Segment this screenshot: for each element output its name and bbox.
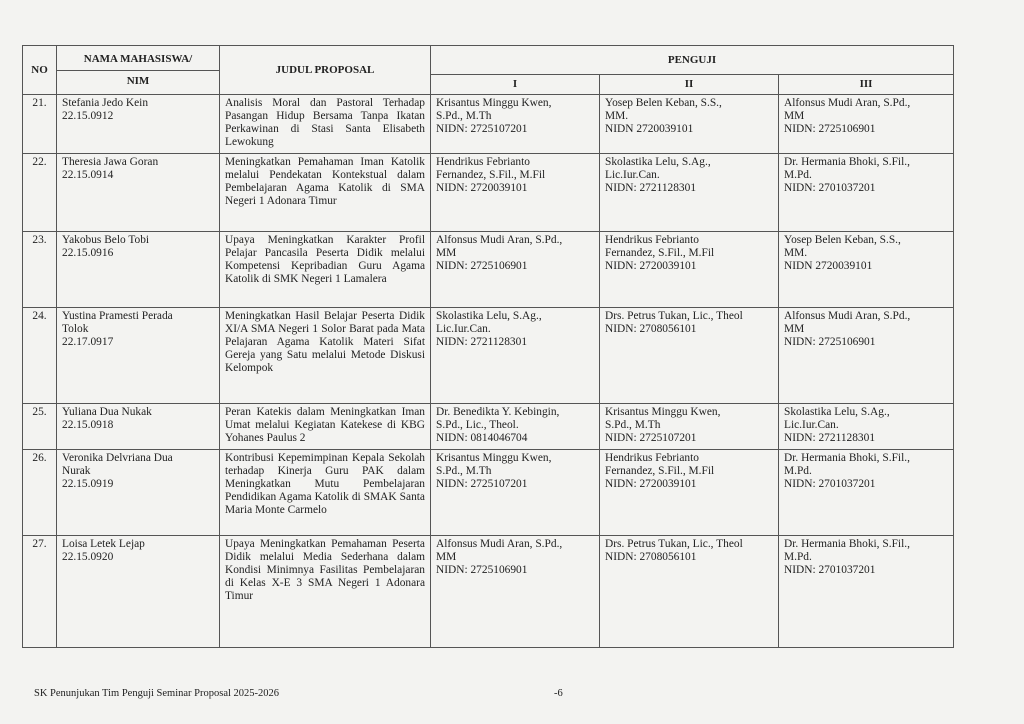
header-nama-line1: NAMA MAHASISWA/ — [83, 52, 193, 65]
table-row — [23, 308, 954, 404]
proposal-title — [220, 404, 431, 450]
examiner-line: NIDN 2720039101 — [784, 260, 873, 272]
table-row — [23, 536, 954, 648]
table-row — [23, 95, 954, 154]
student-cell — [57, 95, 220, 154]
student-name-line: 22.15.0918 — [62, 419, 114, 431]
student-cell — [57, 308, 220, 404]
examiner-1-cell — [431, 95, 600, 154]
examiner-line: Lic.Iur.Can. — [784, 419, 839, 431]
examiner-3-cell — [779, 308, 954, 404]
student-name-line: Veronika Delvriana Dua — [62, 452, 173, 464]
proposal-title — [220, 154, 431, 232]
examiner-line: NIDN: 2725107201 — [605, 432, 697, 444]
proposal-title-text: Kontribusi Kepemimpinan Kepala Sekolah terhadap Kinerja Guru PAK dalam Meningkatkan Mutu Pembelajaran Pendidikan Agama Katolik di SMAK Santa Maria Monte Carmelo — [225, 452, 425, 516]
examiner-line: NIDN: 2725106901 — [784, 336, 876, 348]
proposal-title — [220, 450, 431, 536]
examiner-line: NIDN: 2708056101 — [605, 551, 697, 563]
student-cell — [57, 404, 220, 450]
examiner-line: NIDN: 2725106901 — [436, 260, 528, 272]
examiner-line: M.Pd. — [784, 169, 812, 181]
examiner-line: Yosep Belen Keban, S.S., — [605, 97, 722, 109]
examiner-2-cell — [600, 95, 779, 154]
examiner-line: NIDN: 2701037201 — [784, 478, 876, 490]
examiner-line: S.Pd., M.Th — [605, 419, 661, 431]
examiner-line: Skolastika Lelu, S.Ag., — [605, 156, 711, 168]
examiner-3-cell — [779, 154, 954, 232]
proposal-title — [220, 308, 431, 404]
examiner-line: Fernandez, S.Fil., M.Fil — [436, 169, 546, 181]
examiner-line: Hendrikus Febrianto — [436, 156, 530, 168]
student-cell — [57, 232, 220, 308]
examiner-line: Alfonsus Mudi Aran, S.Pd., — [784, 97, 911, 109]
table-row — [23, 154, 954, 232]
examiner-line: NIDN: 2721128301 — [436, 336, 528, 348]
examiner-1-cell — [431, 450, 600, 536]
examiner-line: Skolastika Lelu, S.Ag., — [436, 310, 542, 322]
student-name-line: Yustina Pramesti Perada — [62, 310, 173, 322]
examiner-line: S.Pd., Lic., Theol. — [436, 419, 519, 431]
proposal-title-text: Upaya Meningkatkan Karakter Profil Pelajar Pancasila Peserta Didik melalui Kompetensi Kepribadian Guru Agama Katolik di SMK Negeri 1 Lamalera — [225, 234, 425, 285]
student-name-line: Yakobus Belo Tobi — [62, 234, 150, 246]
examiner-line: NIDN: 2720039101 — [605, 478, 697, 490]
examiner-line: M.Pd. — [784, 465, 812, 477]
student-name-line: 22.15.0920 — [62, 551, 114, 563]
examiner-line: Hendrikus Febrianto — [605, 452, 699, 464]
examiner-line: NIDN: 2720039101 — [605, 260, 697, 272]
proposal-title-text: Analisis Moral dan Pastoral Terhadap Pasangan Hidup Bersama Tanpa Ikatan Perkawinan di Stasi Santa Elisabeth Lewokung — [225, 97, 425, 148]
student-name-line: Nurak — [62, 465, 91, 477]
examiner-line: NIDN: 2701037201 — [784, 564, 876, 576]
student-name-line: 22.15.0919 — [62, 478, 114, 490]
table-row — [23, 404, 954, 450]
examiner-1-cell — [431, 154, 600, 232]
examiner-line: Fernandez, S.Fil., M.Fil — [605, 247, 715, 259]
examiner-2-cell — [600, 450, 779, 536]
examiner-3-cell — [779, 536, 954, 648]
examiner-line: MM — [784, 323, 805, 335]
proposal-title-text: Meningkatkan Pemahaman Iman Katolik melalui Pendekatan Kontekstual dalam Pembelajaran Agama Katolik di SMA Negeri 1 Adonara Timur — [225, 156, 425, 207]
examiner-line: Alfonsus Mudi Aran, S.Pd., — [784, 310, 911, 322]
examiner-line: NIDN: 2725106901 — [436, 564, 528, 576]
header-penguji-3: III — [779, 75, 954, 95]
examiner-1-cell — [431, 232, 600, 308]
examiner-line: Krisantus Minggu Kwen, — [605, 406, 721, 418]
row-number: 25. — [23, 404, 57, 450]
student-name-line: Loisa Letek Lejap — [62, 538, 145, 550]
student-cell — [57, 450, 220, 536]
examiner-line: Hendrikus Febrianto — [605, 234, 699, 246]
student-name-line: 22.15.0912 — [62, 110, 114, 122]
student-cell — [57, 154, 220, 232]
examiner-2-cell — [600, 536, 779, 648]
row-number: 27. — [23, 536, 57, 648]
header-nama — [57, 46, 220, 95]
examiner-line: S.Pd., M.Th — [436, 465, 492, 477]
examiner-3-cell — [779, 404, 954, 450]
examiner-line: Alfonsus Mudi Aran, S.Pd., — [436, 234, 563, 246]
examiner-line: Lic.Iur.Can. — [605, 169, 660, 181]
proposal-title-text: Meningkatkan Hasil Belajar Peserta Didik XI/A SMA Negeri 1 Solor Barat pada Mata Pelajaran Agama Katolik Materi Sifat Gereja yang Satu melalui Metode Diskusi Kelompok — [225, 310, 425, 374]
examiner-line: Alfonsus Mudi Aran, S.Pd., — [436, 538, 563, 550]
header-penguji-1: I — [431, 75, 600, 95]
examiner-3-cell — [779, 450, 954, 536]
proposal-title — [220, 95, 431, 154]
header-penguji: PENGUJI — [431, 46, 954, 75]
table-row — [23, 232, 954, 308]
student-name-line: Yuliana Dua Nukak — [62, 406, 152, 418]
proposal-title — [220, 536, 431, 648]
student-name-line: Tolok — [62, 323, 89, 335]
examiner-table — [22, 45, 954, 648]
examiner-line: NIDN: 2708056101 — [605, 323, 697, 335]
proposal-title — [220, 232, 431, 308]
row-number: 22. — [23, 154, 57, 232]
examiner-line: NIDN: 2725106901 — [784, 123, 876, 135]
examiner-1-cell — [431, 404, 600, 450]
examiner-line: NIDN: 2720039101 — [436, 182, 528, 194]
examiner-line: Dr. Hermania Bhoki, S.Fil., — [784, 452, 910, 464]
examiner-line: MM. — [784, 247, 808, 259]
examiner-line: NIDN: 2721128301 — [784, 432, 876, 444]
examiner-3-cell — [779, 95, 954, 154]
examiner-line: S.Pd., M.Th — [436, 110, 492, 122]
row-number: 21. — [23, 95, 57, 154]
examiner-line: NIDN 2720039101 — [605, 123, 694, 135]
examiner-line: NIDN: 0814046704 — [436, 432, 528, 444]
examiner-line: Dr. Hermania Bhoki, S.Fil., — [784, 156, 910, 168]
student-name-line: Stefania Jedo Kein — [62, 97, 149, 109]
examiner-line: Dr. Benedikta Y. Kebingin, — [436, 406, 560, 418]
row-number: 26. — [23, 450, 57, 536]
examiner-line: Fernandez, S.Fil., M.Fil — [605, 465, 715, 477]
student-name-line: Theresia Jawa Goran — [62, 156, 159, 168]
examiner-line: MM — [436, 247, 457, 259]
examiner-line: NIDN: 2725107201 — [436, 478, 528, 490]
examiner-line: NIDN: 2725107201 — [436, 123, 528, 135]
table-body — [23, 95, 954, 648]
examiner-line: MM — [436, 551, 457, 563]
table-row — [23, 450, 954, 536]
proposal-title-text: Upaya Meningkatkan Pemahaman Peserta Didik melalui Media Sederhana dalam Kondisi Minimnya Fasilitas Pembelajaran di Kelas X-E 3 SMA Negeri 1 Adonara Timur — [225, 538, 425, 602]
examiner-line: Dr. Hermania Bhoki, S.Fil., — [784, 538, 910, 550]
examiner-line: M.Pd. — [784, 551, 812, 563]
examiner-line: MM. — [605, 110, 629, 122]
examiner-1-cell — [431, 308, 600, 404]
student-cell — [57, 536, 220, 648]
examiner-2-cell — [600, 154, 779, 232]
header-no: NO — [23, 46, 57, 95]
examiner-3-cell — [779, 232, 954, 308]
examiner-2-cell — [600, 404, 779, 450]
footer-title: SK Penunjukan Tim Penguji Seminar Proposal 2025-2026 — [34, 688, 280, 699]
student-name-line: 22.17.0917 — [62, 336, 114, 348]
page-number: -6 — [554, 688, 563, 699]
examiner-line: NIDN: 2721128301 — [605, 182, 697, 194]
examiner-2-cell — [600, 232, 779, 308]
examiner-line: MM — [784, 110, 805, 122]
header-judul: JUDUL PROPOSAL — [220, 46, 431, 95]
examiner-line: Drs. Petrus Tukan, Lic., Theol — [605, 538, 743, 550]
header-row — [23, 46, 954, 75]
examiner-line: Skolastika Lelu, S.Ag., — [784, 406, 890, 418]
examiner-line: Drs. Petrus Tukan, Lic., Theol — [605, 310, 743, 322]
examiner-2-cell — [600, 308, 779, 404]
examiner-line: Krisantus Minggu Kwen, — [436, 452, 552, 464]
header-penguji-2: II — [600, 75, 779, 95]
examiner-1-cell — [431, 536, 600, 648]
row-number: 23. — [23, 232, 57, 308]
student-name-line: 22.15.0916 — [62, 247, 114, 259]
header-nama-line2: NIM — [57, 70, 219, 88]
examiner-line: NIDN: 2701037201 — [784, 182, 876, 194]
proposal-title-text: Peran Katekis dalam Meningkatkan Iman Umat melalui Kegiatan Katekese di KBG Yohanes Paulus 2 — [225, 406, 425, 444]
examiner-line: Yosep Belen Keban, S.S., — [784, 234, 901, 246]
row-number: 24. — [23, 308, 57, 404]
student-name-line: 22.15.0914 — [62, 169, 114, 181]
examiner-line: Krisantus Minggu Kwen, — [436, 97, 552, 109]
examiner-line: Lic.Iur.Can. — [436, 323, 491, 335]
